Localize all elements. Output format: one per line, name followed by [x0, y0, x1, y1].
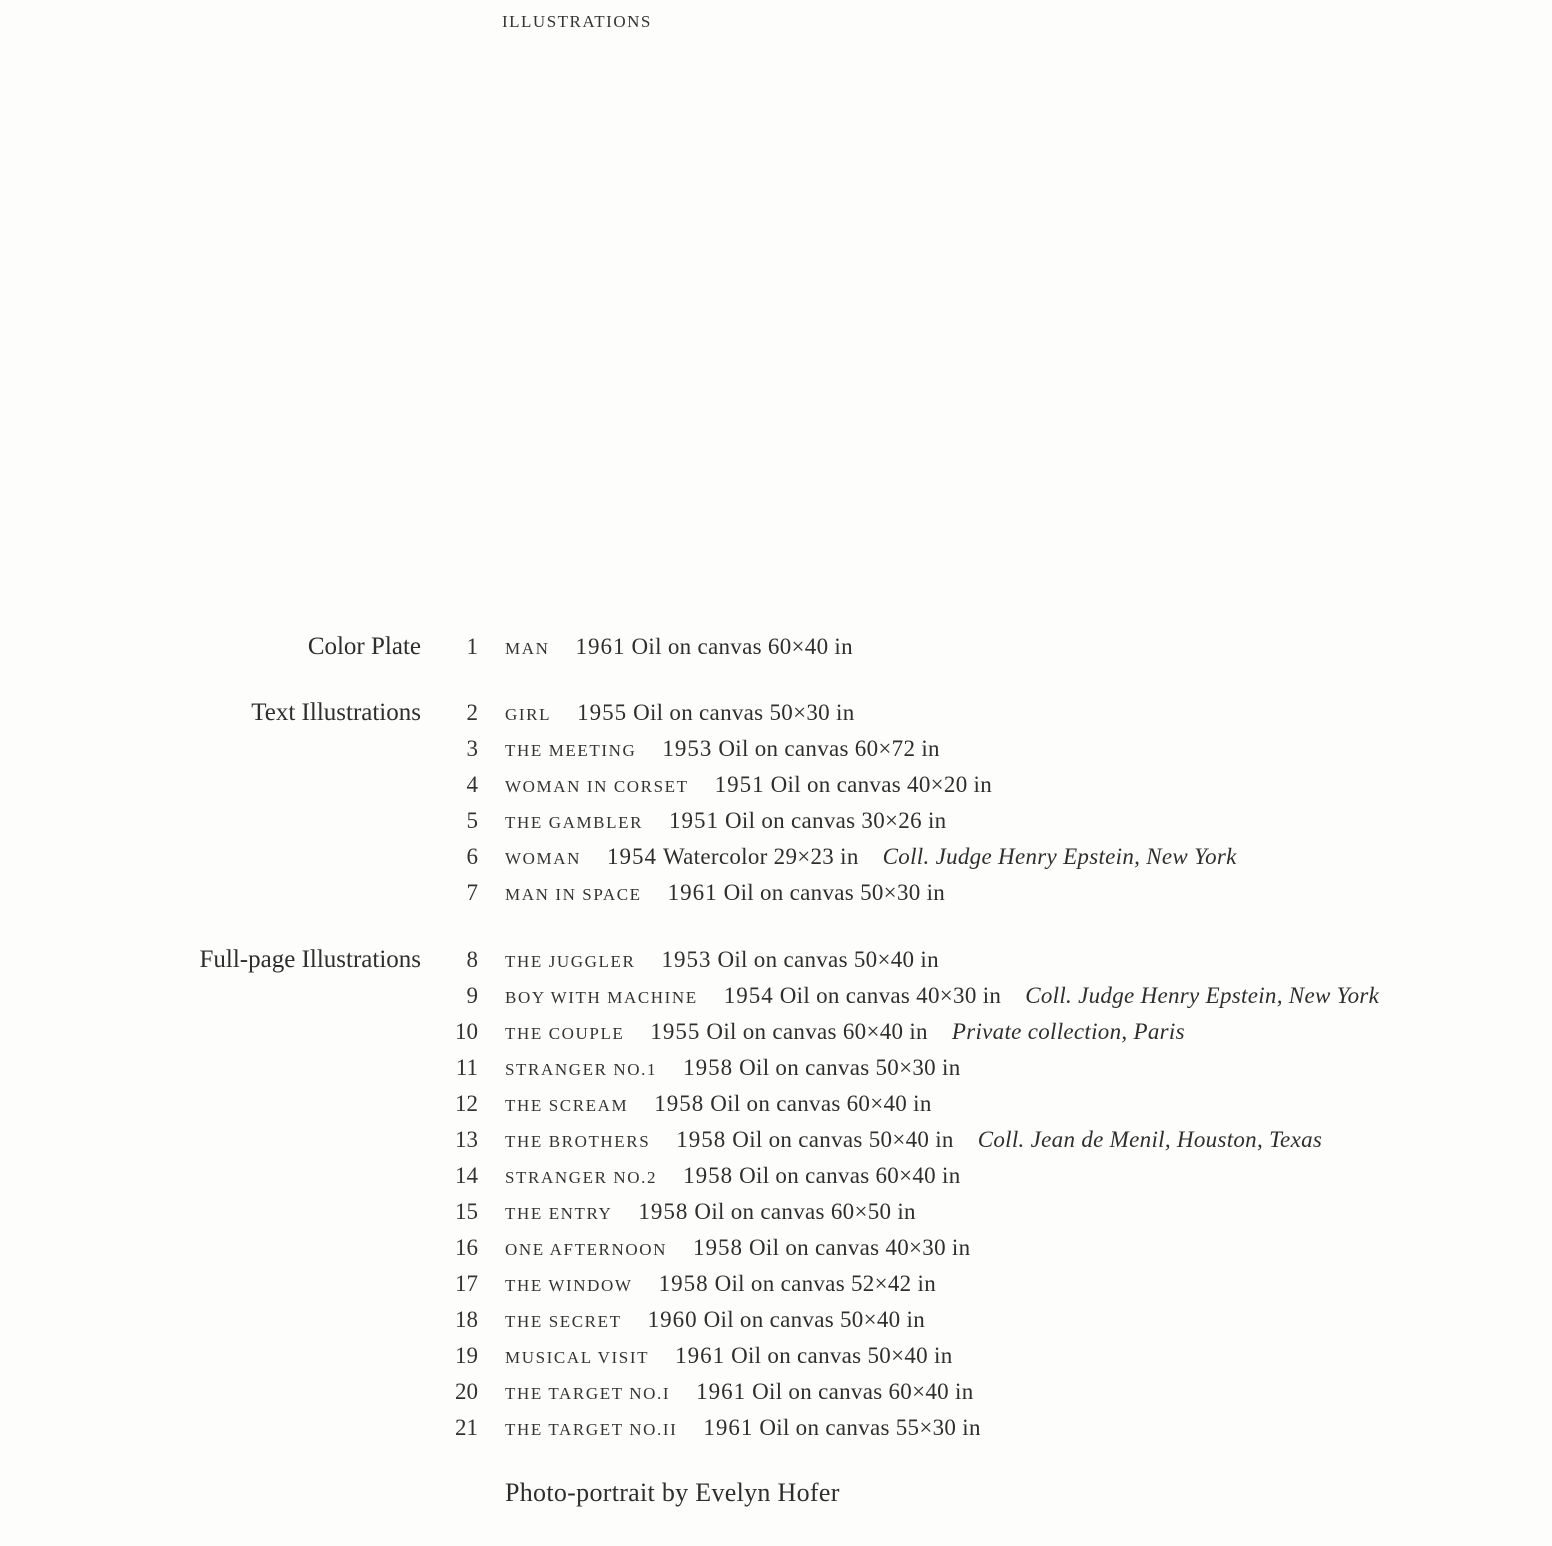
entry-title: THE TARGET NO.II — [505, 1420, 678, 1439]
illustration-entry — [0, 633, 1552, 669]
entry-number: 15 — [455, 1199, 478, 1224]
entry-year: 1961 — [667, 880, 718, 905]
entry-title: THE SCREAM — [505, 1096, 629, 1115]
entry-title: THE COUPLE — [505, 1024, 625, 1043]
entry-title: STRANGER NO.2 — [505, 1168, 658, 1187]
entry-medium-size: Oil on canvas 50×40 in — [731, 1343, 953, 1368]
entry-line — [505, 1054, 961, 1084]
illustration-entry — [0, 843, 1552, 879]
illustration-entry — [0, 771, 1552, 807]
illustration-entry — [0, 1414, 1552, 1450]
entry-line — [505, 1198, 916, 1228]
entry-year: 1958 — [638, 1199, 689, 1224]
entry-medium-size: Oil on canvas 40×20 in — [770, 772, 993, 797]
entry-medium-size: Oil on canvas 50×40 in — [703, 1307, 926, 1332]
entry-title: WOMAN IN CORSET — [505, 777, 689, 796]
entry-number: 2 — [466, 700, 478, 725]
entry-year: 1958 — [654, 1091, 705, 1116]
entry-year: 1958 — [683, 1163, 734, 1188]
entry-line — [505, 946, 939, 976]
entry-line — [505, 1018, 1185, 1048]
entry-line — [505, 807, 946, 837]
illustration-entry — [0, 946, 1552, 982]
entry-line — [505, 1342, 953, 1372]
entry-year: 1961 — [675, 1343, 726, 1368]
entry-line — [505, 1378, 974, 1408]
entry-line — [505, 1234, 970, 1264]
entry-number: 16 — [455, 1235, 478, 1260]
entry-title: MAN — [505, 639, 550, 658]
entry-line — [505, 735, 940, 765]
entry-medium-size: Oil on canvas 40×30 in — [749, 1235, 971, 1260]
entry-title: THE BROTHERS — [505, 1132, 651, 1151]
illustration-entry — [0, 1162, 1552, 1198]
entry-number: 20 — [455, 1379, 478, 1404]
illustration-entry — [0, 1270, 1552, 1306]
entry-medium-size: Oil on canvas 55×30 in — [759, 1415, 981, 1440]
entry-line — [505, 879, 945, 909]
illustration-entry — [0, 1234, 1552, 1270]
illustration-entry — [0, 982, 1552, 1018]
entry-title: WOMAN — [505, 849, 581, 868]
entry-year: 1955 — [577, 700, 628, 725]
entry-number: 9 — [466, 983, 478, 1008]
entry-year: 1958 — [683, 1055, 734, 1080]
entry-line — [505, 699, 855, 729]
entry-number: 4 — [466, 772, 478, 797]
illustration-entry — [0, 699, 1552, 735]
entry-medium-size: Oil on canvas 50×30 in — [739, 1055, 961, 1080]
entry-title: GIRL — [505, 705, 552, 724]
entry-line — [505, 771, 992, 801]
entry-line — [505, 1270, 936, 1300]
entry-medium-size: Oil on canvas 40×30 in — [779, 983, 1002, 1008]
section-label: Color Plate — [307, 633, 421, 660]
entry-number: 6 — [466, 844, 478, 869]
section-label: Text Illustrations — [251, 699, 421, 726]
entry-year: 1960 — [647, 1307, 698, 1332]
entry-medium-size: Oil on canvas 60×40 in — [739, 1163, 961, 1188]
entry-medium-size: Oil on canvas 60×72 in — [718, 736, 940, 761]
entry-medium-size: Oil on canvas 60×40 in — [706, 1019, 928, 1044]
entry-year: 1961 — [575, 634, 626, 659]
entry-line — [505, 633, 853, 663]
entry-medium-size: Oil on canvas 30×26 in — [725, 808, 947, 833]
entry-line — [505, 1414, 981, 1444]
photo-credit: Photo-portrait by Evelyn Hofer — [505, 1478, 840, 1507]
entry-number: 17 — [455, 1271, 478, 1296]
entry-medium-size: Oil on canvas 60×40 in — [752, 1379, 974, 1404]
entry-number: 1 — [466, 634, 478, 659]
entry-medium-size: Oil on canvas 50×30 in — [633, 700, 855, 725]
illustration-entry — [0, 1126, 1552, 1162]
illustration-entry — [0, 1378, 1552, 1414]
entry-title: THE GAMBLER — [505, 813, 644, 832]
entry-title: THE SECRET — [505, 1312, 622, 1331]
entry-title: THE TARGET NO.I — [505, 1384, 671, 1403]
entry-line — [505, 1306, 925, 1336]
entry-medium-size: Oil on canvas 60×40 in — [631, 634, 853, 659]
entry-medium-size: Oil on canvas 50×30 in — [723, 880, 946, 905]
entry-year: 1961 — [703, 1415, 754, 1440]
entry-year: 1954 — [607, 844, 657, 869]
illustration-entry — [0, 1018, 1552, 1054]
entry-line — [505, 1162, 961, 1192]
entry-year: 1961 — [696, 1379, 747, 1404]
entry-title: THE ENTRY — [505, 1204, 613, 1223]
entry-medium-size: Oil on canvas 50×40 in — [732, 1127, 954, 1152]
entry-year: 1951 — [714, 772, 765, 797]
illustration-entry — [0, 879, 1552, 915]
illustration-entry — [0, 1342, 1552, 1378]
entry-number: 10 — [455, 1019, 478, 1044]
section-label: Full-page Illustrations — [199, 946, 421, 973]
entry-collection: Private collection, Paris — [951, 1019, 1185, 1044]
entry-year: 1958 — [658, 1271, 709, 1296]
entry-line — [505, 1126, 1322, 1156]
entry-collection: Coll. Jean de Menil, Houston, Texas — [977, 1127, 1323, 1152]
entry-year: 1951 — [669, 808, 720, 833]
entry-number: 3 — [466, 736, 478, 761]
running-head: ILLUSTRATIONS — [502, 12, 652, 31]
entry-medium-size: Oil on canvas 60×50 in — [694, 1199, 916, 1224]
illustration-entry — [0, 807, 1552, 843]
entry-number: 7 — [466, 880, 478, 905]
entry-number: 14 — [455, 1163, 478, 1188]
entry-title: ONE AFTERNOON — [505, 1240, 667, 1259]
entry-title: MUSICAL VISIT — [505, 1348, 650, 1367]
illustration-entry — [0, 1306, 1552, 1342]
entry-title: MAN IN SPACE — [505, 885, 642, 904]
entry-collection: Coll. Judge Henry Epstein, New York — [882, 844, 1237, 869]
illustration-entry — [0, 1090, 1552, 1126]
entry-title: THE JUGGLER — [505, 952, 636, 971]
entry-title: BOY WITH MACHINE — [505, 988, 698, 1007]
entry-year: 1958 — [676, 1127, 727, 1152]
entry-number: 11 — [455, 1055, 478, 1080]
entry-title: THE MEETING — [505, 741, 637, 760]
entry-medium-size: Oil on canvas 52×42 in — [714, 1271, 937, 1296]
illustration-entry — [0, 1198, 1552, 1234]
illustration-entry — [0, 735, 1552, 771]
entry-line — [505, 982, 1379, 1012]
entry-medium-size: Watercolor 29×23 in — [663, 844, 859, 869]
illustration-entry — [0, 1054, 1552, 1090]
entry-number: 5 — [466, 808, 478, 833]
entry-year: 1953 — [662, 736, 713, 761]
entry-number: 21 — [455, 1415, 478, 1440]
entry-year: 1955 — [650, 1019, 701, 1044]
entry-number: 19 — [455, 1343, 478, 1368]
entry-year: 1953 — [661, 947, 712, 972]
entry-title: THE WINDOW — [505, 1276, 633, 1295]
entry-collection: Coll. Judge Henry Epstein, New York — [1025, 983, 1380, 1008]
entry-number: 18 — [455, 1307, 478, 1332]
entry-year: 1954 — [723, 983, 774, 1008]
entry-number: 13 — [455, 1127, 478, 1152]
entry-medium-size: Oil on canvas 50×40 in — [717, 947, 939, 972]
entry-line — [505, 1090, 932, 1120]
entry-number: 8 — [466, 947, 478, 972]
entry-number: 12 — [455, 1091, 478, 1116]
entry-line — [505, 843, 1237, 873]
entry-medium-size: Oil on canvas 60×40 in — [710, 1091, 932, 1116]
entry-title: STRANGER NO.1 — [505, 1060, 658, 1079]
entry-year: 1958 — [693, 1235, 743, 1260]
